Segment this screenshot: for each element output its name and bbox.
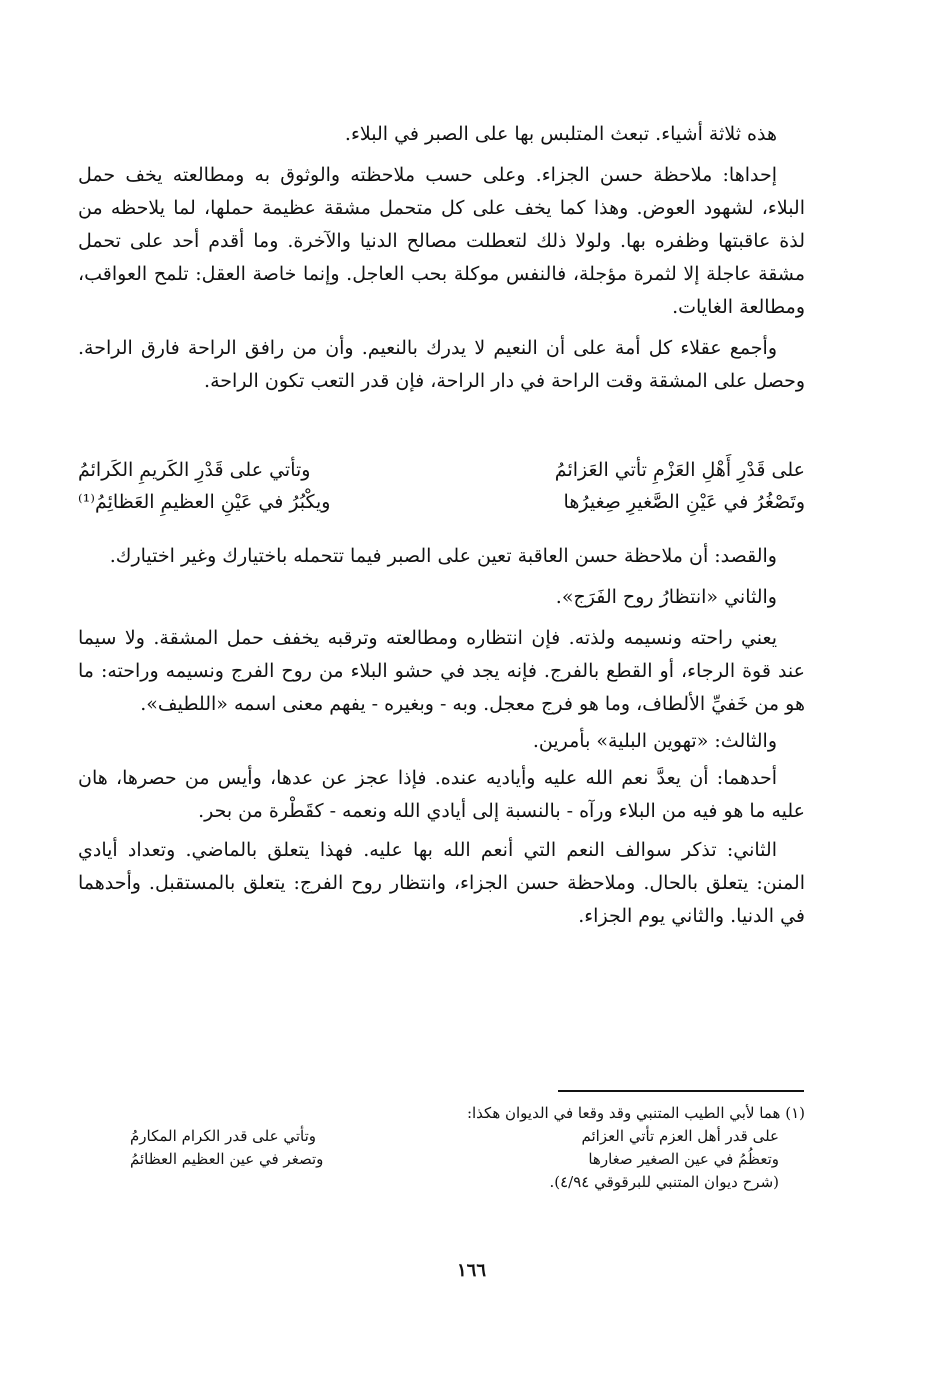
paragraph-second-matter: يعني راحته ونسيمه ولذته. فإن انتظاره ومطالعته وترقبه يخفف حمل المشقة. ولا سيما عند قوة الرجاء، أو القطع بالفرج. فإنه يجد في حشو البلاء من روح الفرج ونسيمه وراحته: ما هو من خَفيِّ الألطاف، وما هو فرج معجل. وبه - وبغيره - يفهم معنى اسمه «اللطيف». [78,627,805,715]
footnote-verse-line [130,1125,805,1148]
paragraph-third-heading: والثالث: «تهوين البلية» بأمرين. [532,730,777,752]
footnote-intro: (١) هما لأبي الطيب المتنبي وقد وقعا في الديوان هكذا: [466,1104,805,1122]
paragraph-intro: هذه ثلاثة أشياء. تبعث المتلبس بها على الصبر في البلاء. [344,123,777,145]
footnote-hemistich: وتصغر في عين العظيم العظائمُ [130,1150,324,1168]
footnote-hemistich: وتعظُمُ في عين الصغير صغارها [588,1150,779,1168]
footnote [130,1102,805,1194]
paragraph-second-heading: والثاني «انتظارُ روح الفَرَج». [555,586,777,608]
footnote-source: (شرح ديوان المتنبي للبرقوقي ٤/٩٤). [549,1173,779,1191]
poem-verse [78,454,805,518]
footnote-hemistich: على قدر أهل العزم تأتي العزائم [581,1127,779,1145]
paragraph-second-of-two: الثاني: تذكر سوالف النعم التي أنعم الله بها عليه. فهذا يتعلق بالماضي. وتعداد أيادي المنن: يتعلق بالحال. وملاحظة حسن الجزاء، وانتظار روح الفرج: يتعلق بالمستقبل. وأحدهما في الدنيا. والثاني يوم الجزاء. [78,839,805,927]
verse-line [78,486,805,518]
footnote-separator [558,1090,804,1092]
verse-hemistich: على قَدْرِ أَهْلِ العَزْمِ تأتي العَزائمُ [554,459,805,481]
page-number: ١٦٦ [456,1260,486,1281]
footnote-hemistich: وتأتي على قدر الكرام المكارمُ [130,1127,316,1145]
paragraph-first-of-two: أحدهما: أن يعدَّ نعم الله عليه وأياديه عنده. فإذا عجز عن عدها، وأيس من حصرها، هان عليه ما هو فيه من البلاء ورآه - بالنسبة إلى أيادي الله ونعمه - كقَطْرة من بحر. [78,767,805,822]
main-text-upper [78,118,805,398]
verse-hemistich: ويكْبُرُ في عَيْنِ العظيمِ العَظائِمُ⁽¹⁾ [78,491,331,513]
verse-hemistich: وتأتي على قَدْرِ الكَريمِ الكَرائمُ [78,459,311,481]
paragraph-first-matter: إحداها: ملاحظة حسن الجزاء. وعلى حسب ملاحظته والوثوق به ومطالعته يخف حمل البلاء، لشهود العوض. وهذا كما يخف على كل متحمل مشقة عظيمة حملها، لما يلاحظه من لذة عاقبتها وظفره بها. ولولا ذلك لتعطلت مصالح الدنيا والآخرة. وما أقدم أحد على تحمل مشقة عاجلة إلا لثمرة مؤجلة، فالنفس موكلة بحب العاجل. وإنما خاصة العقل: تلمح العواقب، ومطالعة الغايات. [78,164,805,318]
paragraph-consensus: وأجمع عقلاء كل أمة على أن النعيم لا يدرك بالنعيم. وأن من رافق الراحة فارق الراحة. وحصل على المشقة وقت الراحة في دار الراحة، فإن قدر التعب تكون الراحة. [78,337,805,392]
main-text-lower [78,540,805,933]
verse-hemistich: وتَصْغُرُ في عَيْنِ الصَّغيرِ صِغيرُها [563,491,805,513]
paragraph-purpose: والقصد: أن ملاحظة حسن العاقبة تعين على الصبر فيما تتحمله باختيارك وغير اختيارك. [109,545,777,567]
footnote-verse-line [130,1148,805,1171]
verse-line [78,454,805,486]
